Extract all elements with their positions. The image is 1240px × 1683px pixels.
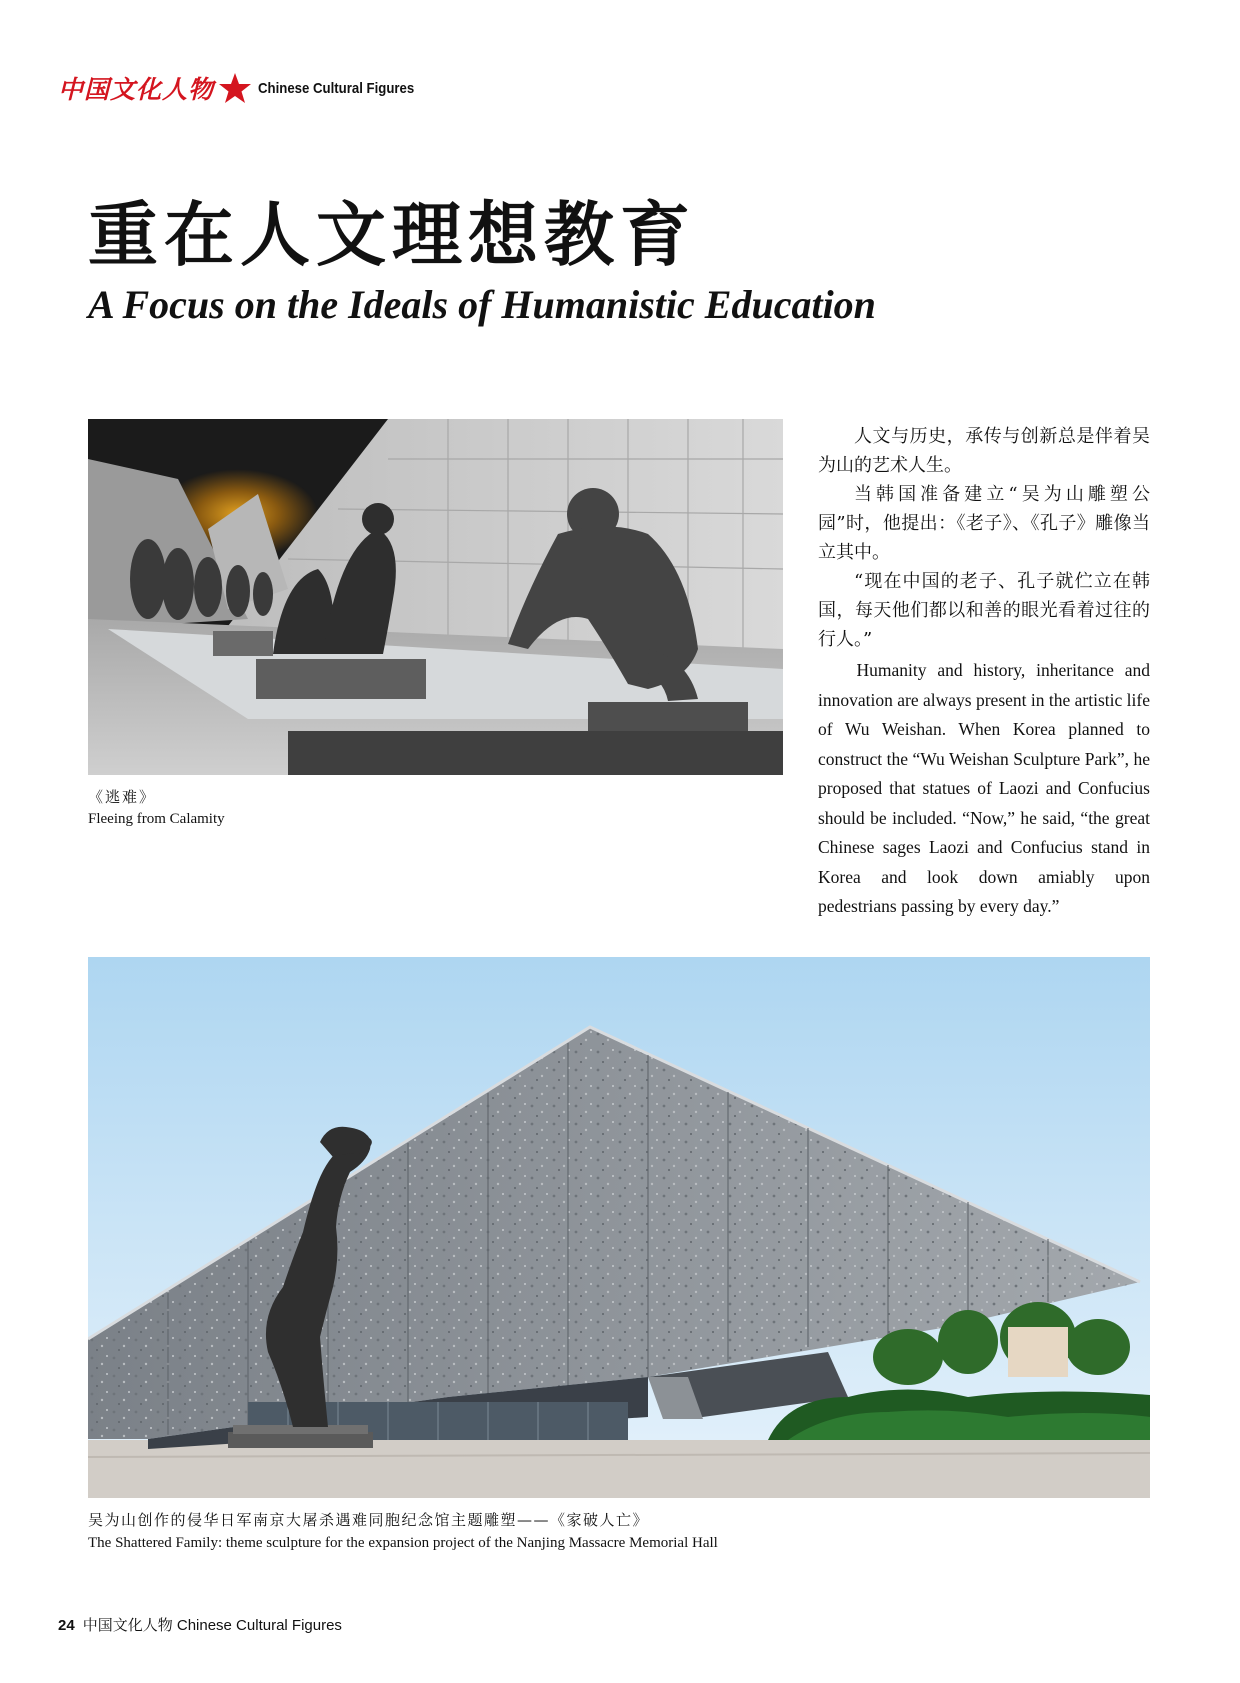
article-title-chinese: 重在人文理想教育 — [88, 193, 696, 276]
brand-chinese: 中国文化人物 — [58, 75, 215, 104]
magazine-header — [58, 68, 436, 108]
footer-publication: 中国文化人物 Chinese Cultural Figures — [82, 1617, 342, 1634]
photo-caption-chinese: 《逃难》 — [88, 788, 157, 806]
page-footer — [58, 1614, 342, 1635]
body-paragraph-cn: “现在中国的老子、孔子就伫立在韩国，每天他们都以和善的眼光看着过往的行人。” — [818, 571, 1150, 650]
body-paragraph-cn: 当韩国准备建立“吴为山雕塑公园”时，他提出：《老子》、《孔子》雕像当立其中。 — [818, 484, 1150, 563]
brand-english: Chinese Cultural Figures — [258, 79, 415, 97]
photo-caption-english: The Shattered Family: theme sculpture for the expansion project of the Nanjing Massacre Memorial Hall — [88, 1535, 718, 1551]
article-title-english: A Focus on the Ideals of Humanistic Education — [88, 282, 876, 327]
body-paragraph-en: Humanity and history, inheritance and innovation are always present in the artistic life of Wu Weishan. When Korea planned to construct the “Wu Weishan Sculpture Park”, he proposed that statues of Laozi and Confucius should be included. “Now,” he said, “the great Chinese sages Laozi and Confucius stand in Korea and look down amiably upon pedestrians passing by every day.” — [818, 660, 1150, 916]
star-icon — [218, 71, 252, 105]
body-paragraph-cn: 人文与历史，承传与创新总是伴着吴为山的艺术人生。 — [818, 426, 1150, 476]
article-body — [818, 422, 1150, 922]
photo-fleeing-from-calamity — [88, 419, 783, 775]
photo-shattered-family — [88, 957, 1150, 1498]
photo-caption-chinese: 吴为山创作的侵华日军南京大屠杀遇难同胞纪念馆主题雕塑——《家破人亡》 — [88, 1511, 650, 1529]
page-number: 24 — [58, 1617, 75, 1634]
photo-caption-english: Fleeing from Calamity — [88, 811, 225, 827]
